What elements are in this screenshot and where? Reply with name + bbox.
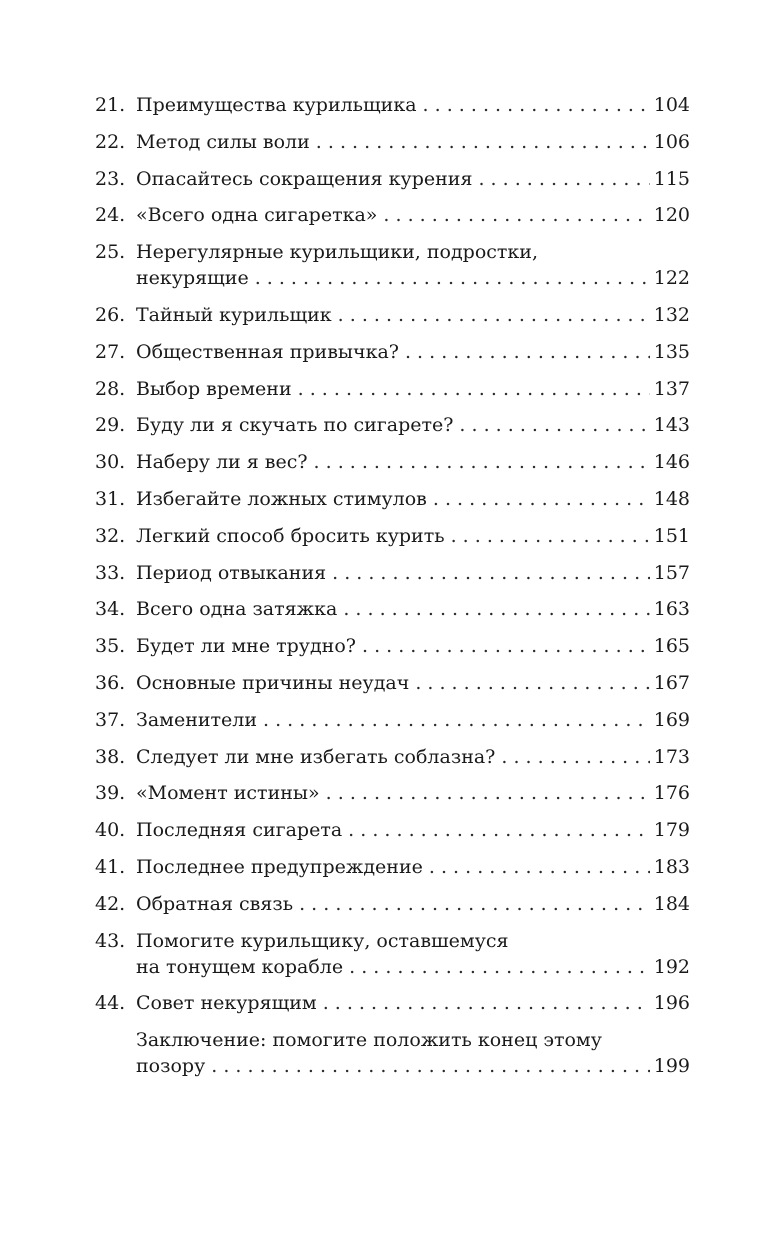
toc-entry-number: 22. bbox=[95, 130, 126, 153]
toc-entry-page-number: 167 bbox=[653, 671, 690, 694]
toc-entry-title: Период отвыкания bbox=[136, 561, 327, 584]
table-of-contents bbox=[95, 92, 690, 1090]
toc-entry-last-line bbox=[136, 376, 690, 402]
toc-entry-number: 38. bbox=[95, 745, 126, 768]
toc-entry-last-line bbox=[136, 596, 690, 622]
toc-entry-last-line bbox=[136, 302, 690, 328]
toc-entry-title: «Момент истины» bbox=[136, 782, 320, 805]
toc-entry-title: Будет ли мне трудно? bbox=[136, 635, 356, 658]
toc-entry-last-line bbox=[136, 449, 690, 475]
dot-leader bbox=[323, 990, 650, 1016]
dot-leader bbox=[343, 596, 649, 622]
toc-entry-title: Последнее предупреждение bbox=[136, 855, 423, 878]
toc-entry-number: 23. bbox=[95, 167, 126, 190]
toc-entry-page-number: 137 bbox=[653, 377, 690, 400]
toc-entry bbox=[95, 523, 690, 549]
toc-entry-body bbox=[136, 339, 690, 365]
toc-entry-body bbox=[136, 633, 690, 659]
toc-entry-number: 25. bbox=[95, 241, 126, 264]
dot-leader bbox=[348, 817, 650, 843]
toc-entry-page-number: 179 bbox=[653, 819, 690, 842]
dot-leader bbox=[349, 954, 650, 980]
toc-entry-last-line bbox=[136, 412, 690, 438]
toc-entry-title: Последняя сигарета bbox=[136, 819, 343, 842]
dot-leader bbox=[263, 707, 650, 733]
dot-leader bbox=[362, 633, 650, 659]
dot-leader bbox=[314, 449, 650, 475]
toc-entry bbox=[95, 560, 690, 586]
toc-entry bbox=[95, 891, 690, 917]
toc-entry-body bbox=[136, 166, 690, 192]
dot-leader bbox=[478, 166, 649, 192]
toc-entry-body bbox=[136, 302, 690, 328]
toc-entry-body bbox=[136, 129, 690, 155]
toc-entry-number: 43. bbox=[95, 929, 126, 952]
toc-entry bbox=[95, 412, 690, 438]
toc-entry-title: Выбор времени bbox=[136, 377, 292, 400]
toc-entry-title: Общественная привычка? bbox=[136, 340, 399, 363]
dot-leader bbox=[326, 780, 650, 806]
toc-entry-title: Легкий способ бросить курить bbox=[136, 524, 445, 547]
toc-entry-page-number: 183 bbox=[653, 855, 690, 878]
toc-entry-number: 44. bbox=[95, 992, 126, 1015]
toc-entry-body bbox=[136, 92, 690, 118]
toc-entry-title: Помогите курильщику, оставшемуся bbox=[136, 929, 509, 952]
toc-entry bbox=[95, 129, 690, 155]
dot-leader bbox=[459, 412, 649, 438]
toc-entry bbox=[95, 928, 690, 980]
toc-entry-last-line bbox=[136, 339, 690, 365]
toc-entry-title: Всего одна затяжка bbox=[136, 598, 338, 621]
toc-entry-page-number: 192 bbox=[653, 955, 690, 978]
dot-leader bbox=[429, 854, 650, 880]
toc-entry-page-number: 173 bbox=[653, 745, 690, 768]
toc-entry-number: 41. bbox=[95, 855, 126, 878]
toc-entry-title: Буду ли я скучать по сигарете? bbox=[136, 414, 454, 437]
toc-entry-body bbox=[136, 891, 690, 917]
toc-entry-title: Метод силы воли bbox=[136, 130, 310, 153]
toc-entry-last-line bbox=[136, 265, 690, 291]
toc-entry-page-number: 143 bbox=[653, 414, 690, 437]
toc-entry-last-line bbox=[136, 707, 690, 733]
toc-entry-body bbox=[136, 486, 690, 512]
toc-entry-title: Заменители bbox=[136, 708, 258, 731]
toc-entry-body bbox=[136, 780, 690, 806]
toc-entry-title: Нерегулярные курильщики, подростки, bbox=[136, 241, 539, 264]
toc-entry-number: 24. bbox=[95, 204, 126, 227]
toc-entry-number: 31. bbox=[95, 487, 126, 510]
dot-leader bbox=[211, 1053, 649, 1079]
toc-entry-body bbox=[136, 560, 690, 586]
toc-entry-title: Наберу ли я вес? bbox=[136, 451, 308, 474]
toc-entry-page-number: 199 bbox=[653, 1055, 690, 1078]
toc-entry-number: 27. bbox=[95, 340, 126, 363]
toc-entry-title: некурящие bbox=[136, 267, 249, 290]
toc-entry-title: Совет некурящим bbox=[136, 992, 317, 1015]
toc-entry-number: 29. bbox=[95, 414, 126, 437]
toc-entry-page-number: 104 bbox=[653, 94, 690, 116]
toc-entry-page-number: 146 bbox=[653, 451, 690, 474]
dot-leader bbox=[332, 560, 650, 586]
toc-entry-page-number: 176 bbox=[653, 782, 690, 805]
toc-entry-last-line bbox=[136, 670, 690, 696]
toc-entry-number: 39. bbox=[95, 782, 126, 805]
toc-entry-last-line bbox=[136, 1053, 690, 1079]
dot-leader bbox=[316, 129, 650, 155]
toc-entry-number: 21. bbox=[95, 94, 126, 116]
toc-entry-page-number: 196 bbox=[653, 992, 690, 1015]
toc-entry-page-number: 151 bbox=[653, 524, 690, 547]
toc-entry-last-line bbox=[136, 202, 690, 228]
toc-entry-body bbox=[136, 376, 690, 402]
toc-entry-last-line bbox=[136, 129, 690, 155]
toc-entry-title: Следует ли мне избегать соблазна? bbox=[136, 745, 496, 768]
toc-entry-number: 34. bbox=[95, 598, 126, 621]
toc-entry-page-number: 165 bbox=[653, 635, 690, 658]
toc-entry bbox=[95, 596, 690, 622]
dot-leader bbox=[433, 486, 650, 512]
toc-entry-number: 33. bbox=[95, 561, 126, 584]
toc-entry-title: Избегайте ложных стимулов bbox=[136, 487, 427, 510]
toc-entry-last-line bbox=[136, 780, 690, 806]
toc-entry-last-line bbox=[136, 854, 690, 880]
toc-entry-body bbox=[136, 412, 690, 438]
toc-entry bbox=[95, 166, 690, 192]
dot-leader bbox=[299, 891, 650, 917]
toc-entry bbox=[95, 854, 690, 880]
toc-entry-last-line bbox=[136, 990, 690, 1016]
toc-entry-number: 35. bbox=[95, 635, 126, 658]
toc-entry-body bbox=[136, 928, 690, 980]
toc-entry-page-number: 132 bbox=[653, 303, 690, 326]
toc-entry-body bbox=[136, 670, 690, 696]
dot-leader bbox=[383, 202, 649, 228]
toc-entry bbox=[95, 780, 690, 806]
toc-entry-number: 28. bbox=[95, 377, 126, 400]
toc-entry-page-number: 184 bbox=[653, 892, 690, 915]
toc-entry-title: Основные причины неудач bbox=[136, 671, 410, 694]
toc-entry-body bbox=[136, 744, 690, 770]
toc-entry-title: Заключение: помогите положить конец этому bbox=[136, 1029, 602, 1052]
toc-entry bbox=[95, 670, 690, 696]
toc-entry-last-line bbox=[136, 954, 690, 980]
toc-entry-title: Опасайтесь сокращения курения bbox=[136, 167, 473, 190]
toc-entry bbox=[95, 376, 690, 402]
dot-leader bbox=[501, 744, 649, 770]
toc-entry-last-line bbox=[136, 486, 690, 512]
toc-entry-body bbox=[136, 202, 690, 228]
toc-entry bbox=[95, 707, 690, 733]
toc-entry-body bbox=[136, 707, 690, 733]
toc-entry-title: Тайный курильщик bbox=[136, 303, 332, 326]
toc-entry-number bbox=[95, 1027, 136, 1079]
toc-entry-last-line bbox=[136, 817, 690, 843]
toc-entry-number: 40. bbox=[95, 819, 126, 842]
toc-entry bbox=[95, 339, 690, 365]
dot-leader bbox=[415, 670, 649, 696]
toc-entry-body bbox=[136, 817, 690, 843]
toc-entry-page-number: 135 bbox=[653, 340, 690, 363]
toc-entry bbox=[95, 633, 690, 659]
dot-leader bbox=[298, 376, 650, 402]
toc-entry-page-number: 169 bbox=[653, 708, 690, 731]
toc-entry-body bbox=[136, 239, 690, 291]
toc-entry bbox=[95, 239, 690, 291]
dot-leader bbox=[338, 302, 650, 328]
toc-entry-number: 37. bbox=[95, 708, 126, 731]
toc-entry-title: Преимущества курильщика bbox=[136, 94, 417, 116]
toc-entry-page-number: 148 bbox=[653, 487, 690, 510]
toc-entry-last-line bbox=[136, 891, 690, 917]
toc-entry-number: 32. bbox=[95, 524, 126, 547]
toc-entry-number: 26. bbox=[95, 303, 126, 326]
toc-entry bbox=[95, 449, 690, 475]
toc-entry-body bbox=[136, 854, 690, 880]
toc-entry-page-number: 157 bbox=[653, 561, 690, 584]
toc-entry-page-number: 122 bbox=[653, 267, 690, 290]
dot-leader bbox=[423, 92, 650, 118]
toc-entry-body bbox=[136, 449, 690, 475]
toc-entry-page-number: 106 bbox=[653, 130, 690, 153]
toc-entry bbox=[95, 817, 690, 843]
toc-entry bbox=[95, 486, 690, 512]
toc-entry-page-number: 163 bbox=[653, 598, 690, 621]
toc-entry bbox=[95, 990, 690, 1016]
toc-entry bbox=[95, 1027, 690, 1079]
toc-entry-page-number: 115 bbox=[653, 167, 690, 190]
toc-entry-title: «Всего одна сигаретка» bbox=[136, 204, 378, 227]
toc-entry-number: 42. bbox=[95, 892, 126, 915]
toc-entry-number: 30. bbox=[95, 451, 126, 474]
dot-leader bbox=[451, 523, 650, 549]
toc-entry-title: Обратная связь bbox=[136, 892, 294, 915]
toc-entry bbox=[95, 202, 690, 228]
toc-entry-last-line bbox=[136, 92, 690, 118]
toc-entry-body bbox=[136, 990, 690, 1016]
toc-entry bbox=[95, 92, 690, 118]
toc-entry-page-number: 120 bbox=[653, 204, 690, 227]
toc-entry-title: позору bbox=[136, 1055, 206, 1078]
toc-entry-body bbox=[136, 523, 690, 549]
toc-entry-last-line bbox=[136, 744, 690, 770]
toc-entry bbox=[95, 744, 690, 770]
toc-entry-title: на тонущем корабле bbox=[136, 955, 344, 978]
dot-leader bbox=[405, 339, 650, 365]
toc-entry-number: 36. bbox=[95, 671, 126, 694]
toc-entry-last-line bbox=[136, 633, 690, 659]
toc-entry-body bbox=[136, 596, 690, 622]
toc-entry-body bbox=[136, 1027, 690, 1079]
dot-leader bbox=[255, 265, 650, 291]
toc-entry-last-line bbox=[136, 523, 690, 549]
toc-entry-last-line bbox=[136, 560, 690, 586]
toc-entry-last-line bbox=[136, 166, 690, 192]
toc-entry bbox=[95, 302, 690, 328]
